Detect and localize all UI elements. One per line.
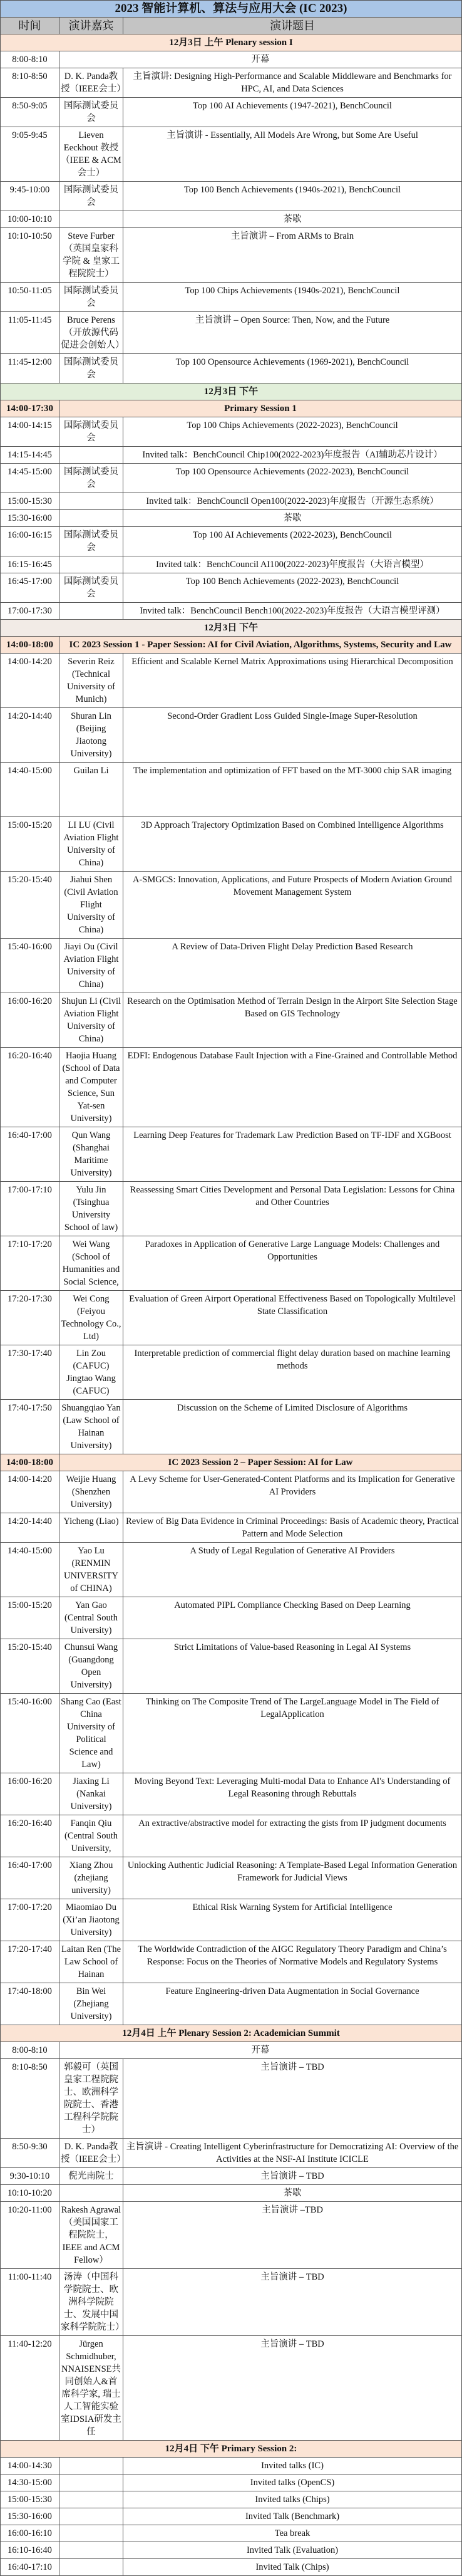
- talk-title-cell: Invited talk：BenchCouncil Chip100(2022-2023)年度报告（AI辅助芯片设计）: [123, 447, 462, 464]
- session-header: [1, 637, 462, 654]
- speaker-cell: [59, 447, 123, 464]
- schedule-row: [1, 51, 462, 68]
- talk-title-cell: Strict Limitations of Value-based Reasoning in Legal AI Systems: [123, 1639, 462, 1694]
- time-cell: 16:40-17:00: [1, 1857, 59, 1899]
- time-cell: 17:00-17:20: [1, 1899, 59, 1941]
- time-cell: 15:00-15:20: [1, 817, 59, 872]
- talk-title-cell: The Worldwide Contradiction of the AIGC Regulatory Theory Paradigm and China’s Response: Focus on the Theories of Normative Models and Regulatory Systems: [123, 1941, 462, 1983]
- talk-title-cell: 主旨演讲 – TBD: [123, 2168, 462, 2185]
- speaker-cell: Bin Wei (Zhejiang University): [59, 1983, 123, 2025]
- speaker-cell: Miaomiao Du (Xi’an Jiaotong University): [59, 1899, 123, 1941]
- schedule-row: [1, 283, 462, 312]
- talk-title-cell: An extractive/abstractive model for extracting the gists from IP judgment documents: [123, 1815, 462, 1857]
- time-cell: 16:00-16:20: [1, 1773, 59, 1815]
- speaker-cell: Yulu Jin (Tsinghua University School of law): [59, 1182, 123, 1236]
- time-cell: 14:20-14:40: [1, 1513, 59, 1543]
- session-header: [1, 1454, 462, 1471]
- talk-title-cell: Top 100 Bench Achievements (2022-2023), BenchCouncil: [123, 573, 462, 603]
- schedule-row: [1, 510, 462, 527]
- talk-title-cell: 主旨演讲 –TBD: [123, 2202, 462, 2269]
- time-cell: 9:05-9:45: [1, 127, 59, 182]
- time-cell: 16:00-16:10: [1, 2525, 59, 2542]
- schedule-row: [1, 1983, 462, 2025]
- talk-title-cell: Review of Big Data Evidence in Criminal Proceedings: Basis of Academic theory, Practical Pattern and Mode Selection: [123, 1513, 462, 1543]
- time-cell: 16:10-16:40: [1, 2542, 59, 2559]
- day-section-header: [1, 2441, 462, 2458]
- schedule-row: [1, 2491, 462, 2508]
- time-cell: 15:40-16:00: [1, 1694, 59, 1773]
- time-cell: 8:10-8:50: [1, 2059, 59, 2139]
- schedule-row: [1, 1597, 462, 1639]
- schedule-row: [1, 1291, 462, 1345]
- schedule-row: [1, 2336, 462, 2441]
- speaker-cell: Bruce Perens（开放源代码促进会创始人）: [59, 312, 123, 354]
- talk-title-cell: Thinking on The Composite Trend of The LargeLanguage Model in The Field of LegalApplication: [123, 1694, 462, 1773]
- talk-title-cell: Top 100 Opensource Achievements (1969-2021), BenchCouncil: [123, 354, 462, 383]
- time-cell: 15:00-15:30: [1, 2491, 59, 2508]
- schedule-row: [1, 817, 462, 872]
- schedule-row: [1, 763, 462, 817]
- schedule-row: [1, 1182, 462, 1236]
- time-cell: 17:10-17:20: [1, 1236, 59, 1291]
- speaker-cell: Xiang Zhou (zhejiang university): [59, 1857, 123, 1899]
- talk-title-cell: Invited talk：BenchCouncil AI100(2022-2023)年度报告（大语言模型）: [123, 556, 462, 573]
- speaker-cell: Wei Cong (Feiyou Technology Co., Ltd): [59, 1291, 123, 1345]
- schedule-row: [1, 464, 462, 493]
- speaker-cell: 国际测试委员会: [59, 464, 123, 493]
- schedule-row: [1, 2185, 462, 2202]
- talk-title-cell: Evaluation of Green Airport Operational Effectiveness Based on Topologically Multilevel State Classification: [123, 1291, 462, 1345]
- time-cell: 16:00-16:15: [1, 527, 59, 556]
- schedule-row: [1, 1543, 462, 1597]
- speaker-cell: 国际测试委员会: [59, 354, 123, 383]
- talk-title-cell: A Review of Data-Driven Flight Delay Prediction Based Research: [123, 939, 462, 993]
- schedule-row: [1, 1127, 462, 1182]
- speaker-cell: 倪光南院士: [59, 2168, 123, 2185]
- talk-title-cell: Ethical Risk Warning System for Artificial Intelligence: [123, 1899, 462, 1941]
- speaker-cell: [59, 2508, 123, 2525]
- talk-title-cell: Invited Talk (Benchmark): [123, 2508, 462, 2525]
- time-cell: 8:10-8:50: [1, 68, 59, 98]
- schedule-row: [1, 98, 462, 127]
- session-time: 14:00-17:30: [1, 400, 59, 417]
- schedule-row: [1, 2139, 462, 2168]
- schedule-row: [1, 1639, 462, 1694]
- speaker-cell: D. K. Panda教授（IEEE会士）: [59, 68, 123, 98]
- talk-title-cell: Invited talks (OpenCS): [123, 2474, 462, 2491]
- schedule-row: [1, 417, 462, 447]
- schedule-row: [1, 2508, 462, 2525]
- schedule-row: [1, 2042, 462, 2059]
- talk-title-cell: 主旨演讲 – Open Source: Then, Now, and the Future: [123, 312, 462, 354]
- time-cell: 17:40-17:50: [1, 1400, 59, 1454]
- schedule-row: [1, 708, 462, 763]
- talk-title-cell: Top 100 Bench Achievements (1940s-2021), BenchCouncil: [123, 182, 462, 211]
- time-cell: 11:45-12:00: [1, 354, 59, 383]
- speaker-cell: Yan Gao (Central South University): [59, 1597, 123, 1639]
- session-time: 14:00-18:00: [1, 1454, 59, 1471]
- time-cell: 17:20-17:30: [1, 1291, 59, 1345]
- session-header: [1, 400, 462, 417]
- section-title: 12月3日 上午 Plenary session I: [1, 34, 462, 51]
- schedule-row: [1, 939, 462, 993]
- schedule-row: [1, 993, 462, 1048]
- speaker-cell: 国际测试委员会: [59, 98, 123, 127]
- talk-title-cell: Efficient and Scalable Kernel Matrix Approximations using Hierarchical Decomposition: [123, 654, 462, 708]
- time-cell: 14:15-14:45: [1, 447, 59, 464]
- time-cell: 8:50-9:05: [1, 98, 59, 127]
- speaker-cell: [59, 2525, 123, 2542]
- schedule-row: [1, 211, 462, 228]
- talk-title-cell: Unlocking Authentic Judicial Reasoning: A Template-Based Legal Information Generation Framework for Judicial Views: [123, 1857, 462, 1899]
- time-cell: 14:20-14:40: [1, 708, 59, 763]
- schedule-row: [1, 1513, 462, 1543]
- time-cell: 16:20-16:40: [1, 1048, 59, 1127]
- time-cell: 9:45-10:00: [1, 182, 59, 211]
- time-cell: 14:45-15:00: [1, 464, 59, 493]
- speaker-cell: Qun Wang (Shanghai Maritime University): [59, 1127, 123, 1182]
- talk-title-cell: 3D Approach Trajectory Optimization Based on Combined Intelligence Algorithms: [123, 817, 462, 872]
- schedule-row: [1, 654, 462, 708]
- time-cell: 15:00-15:30: [1, 493, 59, 510]
- talk-title-cell: Feature Engineering-driven Data Augmentation in Social Governance: [123, 1983, 462, 2025]
- talk-title-cell: 主旨演讲 – TBD: [123, 2059, 462, 2139]
- header-speaker: 演讲嘉宾: [59, 18, 123, 34]
- talk-title-cell: Invited talk：BenchCouncil Bench100(2022-2023)年度报告（大语言模型评测）: [123, 603, 462, 620]
- speaker-cell: [59, 2474, 123, 2491]
- time-cell: 14:40-15:00: [1, 1543, 59, 1597]
- section-title: 12月3日 下午: [1, 620, 462, 637]
- session-time: 14:00-18:00: [1, 637, 59, 654]
- schedule-row: [1, 2202, 462, 2269]
- schedule-row: [1, 1400, 462, 1454]
- speaker-cell: Yao Lu (RENMIN UNIVERSITY of CHINA): [59, 1543, 123, 1597]
- talk-title-cell: Learning Deep Features for Trademark Law Prediction Based on TF-IDF and XGBoost: [123, 1127, 462, 1182]
- session-title: IC 2023 Session 2 – Paper Session: AI for Law: [59, 1454, 462, 1471]
- speaker-cell: 国际测试委员会: [59, 182, 123, 211]
- speaker-cell: Jürgen Schmidhuber, NNAISENSE共同创始人&首席科学家, 瑞士人工智能实验室IDSIA研发主任: [59, 2336, 123, 2441]
- speaker-cell: Shang Cao (East China University of Political Science and Law): [59, 1694, 123, 1773]
- speaker-cell: [59, 603, 123, 620]
- time-cell: 14:00-14:20: [1, 654, 59, 708]
- speaker-cell: Lieven Eeckhout 教授（IEEE & ACM会士）: [59, 127, 123, 182]
- time-cell: 16:40-17:00: [1, 1127, 59, 1182]
- speaker-cell: [59, 556, 123, 573]
- talk-title-cell: Top 100 Opensource Achievements (2022-2023), BenchCouncil: [123, 464, 462, 493]
- speaker-cell: [59, 2491, 123, 2508]
- speaker-cell: Fanqin Qiu (Central South University,: [59, 1815, 123, 1857]
- talk-title-cell: 主旨演讲 – TBD: [123, 2336, 462, 2441]
- speaker-cell: Jiahui Shen (Civil Aviation Flight University of China): [59, 872, 123, 939]
- speaker-cell: [59, 2559, 123, 2576]
- page-title: 2023 智能计算机、算法与应用大会 (IC 2023): [1, 1, 462, 18]
- time-cell: 10:10-10:20: [1, 2185, 59, 2202]
- time-cell: 9:30-10:10: [1, 2168, 59, 2185]
- schedule-row: [1, 68, 462, 98]
- header-row: [1, 18, 462, 34]
- event-cell: 开幕: [59, 51, 462, 68]
- schedule-row: [1, 2168, 462, 2185]
- header-topic: 演讲题目: [123, 18, 462, 34]
- talk-title-cell: 茶歇: [123, 211, 462, 228]
- schedule-row: [1, 2269, 462, 2336]
- section-title: 12月4日 上午 Plenary Session 2: Academician Summit: [1, 2025, 462, 2042]
- time-cell: 16:40-17:10: [1, 2559, 59, 2576]
- schedule-row: [1, 1471, 462, 1513]
- schedule-row: [1, 1899, 462, 1941]
- talk-title-cell: Invited Talk (Chips): [123, 2559, 462, 2576]
- time-cell: 8:00-8:10: [1, 2042, 59, 2059]
- talk-title-cell: Interpretable prediction of commercial flight delay duration based on machine learning methods: [123, 1345, 462, 1400]
- talk-title-cell: Discussion on the Scheme of Limited Disclosure of Algorithms: [123, 1400, 462, 1454]
- speaker-cell: Shujun Li (Civil Aviation Flight University of China): [59, 993, 123, 1048]
- time-cell: 17:40-18:00: [1, 1983, 59, 2025]
- day-section-header: [1, 620, 462, 637]
- time-cell: 10:50-11:05: [1, 283, 59, 312]
- schedule-row: [1, 2458, 462, 2474]
- speaker-cell: Rakesh Agrawal（美国国家工程院院士，IEEE and ACM Fellow）: [59, 2202, 123, 2269]
- session-title: IC 2023 Session 1 - Paper Session: AI for Civil Aviation, Algorithms, Systems, Security and Law: [59, 637, 462, 654]
- talk-title-cell: Automated PIPL Compliance Checking Based on Deep Learning: [123, 1597, 462, 1639]
- speaker-cell: [59, 2542, 123, 2559]
- speaker-cell: Chunsui Wang (Guangdong Open University): [59, 1639, 123, 1694]
- talk-title-cell: EDFI: Endogenous Database Fault Injection with a Fine-Grained and Controllable Method: [123, 1048, 462, 1127]
- talk-title-cell: Invited Talk (Evaluation): [123, 2542, 462, 2559]
- speaker-cell: Shuran Lin (Beijing Jiaotong University): [59, 708, 123, 763]
- schedule-row: [1, 228, 462, 283]
- schedule-row: [1, 1345, 462, 1400]
- talk-title-cell: A-SMGCS: Innovation, Applications, and Future Prospects of Modern Aviation Ground Movement Management System: [123, 872, 462, 939]
- time-cell: 14:00-14:15: [1, 417, 59, 447]
- talk-title-cell: 主旨演讲 – From ARMs to Brain: [123, 228, 462, 283]
- schedule-row: [1, 182, 462, 211]
- time-cell: 10:20-11:00: [1, 2202, 59, 2269]
- time-cell: 15:20-15:40: [1, 872, 59, 939]
- schedule-row: [1, 1857, 462, 1899]
- speaker-cell: Guilan Li: [59, 763, 123, 817]
- schedule-row: [1, 1941, 462, 1983]
- talk-title-cell: A Levy Scheme for User-Generated-Content Platforms and its Implication for Generative AI Providers: [123, 1471, 462, 1513]
- time-cell: 14:00-14:20: [1, 1471, 59, 1513]
- speaker-cell: [59, 211, 123, 228]
- speaker-cell: Haojia Huang (School of Data and Computer Science, Sun Yat-sen University): [59, 1048, 123, 1127]
- schedule-row: [1, 1773, 462, 1815]
- section-title: 12月3日 下午: [1, 383, 462, 400]
- day-section-header: [1, 2025, 462, 2042]
- time-cell: 15:40-16:00: [1, 939, 59, 993]
- talk-title-cell: Top 100 AI Achievements (1947-2021), BenchCouncil: [123, 98, 462, 127]
- speaker-cell: Steve Furber（英国皇家科学院 & 皇家工程院院士）: [59, 228, 123, 283]
- schedule-row: [1, 2474, 462, 2491]
- schedule-row: [1, 493, 462, 510]
- schedule-row: [1, 872, 462, 939]
- time-cell: 16:45-17:00: [1, 573, 59, 603]
- header-time: 时间: [1, 18, 59, 34]
- time-cell: 17:20-17:40: [1, 1941, 59, 1983]
- schedule-row: [1, 2559, 462, 2576]
- schedule-row: [1, 603, 462, 620]
- talk-title-cell: 主旨演讲 – TBD: [123, 2269, 462, 2336]
- talk-title-cell: Tea break: [123, 2525, 462, 2542]
- session-title: Primary Session 1: [59, 400, 462, 417]
- time-cell: 15:20-15:40: [1, 1639, 59, 1694]
- time-cell: 16:20-16:40: [1, 1815, 59, 1857]
- talk-title-cell: A Study of Legal Regulation of Generative AI Providers: [123, 1543, 462, 1597]
- schedule-row: [1, 312, 462, 354]
- speaker-cell: Shuangqiao Yan (Law School of Hainan University): [59, 1400, 123, 1454]
- time-cell: 10:10-10:50: [1, 228, 59, 283]
- speaker-cell: Weijie Huang (Shenzhen University): [59, 1471, 123, 1513]
- talk-title-cell: Second-Order Gradient Loss Guided Single-Image Super-Resolution: [123, 708, 462, 763]
- talk-title-cell: Invited talk：BenchCouncil Open100(2022-2023)年度报告（开源生态系统）: [123, 493, 462, 510]
- talk-title-cell: 主旨演讲 - Essentially, All Models Are Wrong, but Some Are Useful: [123, 127, 462, 182]
- time-cell: 8:50-9:30: [1, 2139, 59, 2168]
- event-cell: 开幕: [59, 2042, 462, 2059]
- talk-title-cell: 主旨演讲: Designing High-Performance and Scalable Middleware and Benchmarks for HPC, AI, and Data Sciences: [123, 68, 462, 98]
- speaker-cell: LI LU (Civil Aviation Flight University of China): [59, 817, 123, 872]
- schedule-row: [1, 2525, 462, 2542]
- time-cell: 16:15-16:45: [1, 556, 59, 573]
- talk-title-cell: The implementation and optimization of FFT based on the MT-3000 chip SAR imaging: [123, 763, 462, 817]
- talk-title-cell: Moving Beyond Text: Leveraging Multi-modal Data to Enhance AI's Understanding of Legal Reasoning through Rebuttals: [123, 1773, 462, 1815]
- talk-title-cell: Top 100 AI Achievements (2022-2023), BenchCouncil: [123, 527, 462, 556]
- schedule-row: [1, 2542, 462, 2559]
- time-cell: 14:40-15:00: [1, 763, 59, 817]
- section-title: 12月4日 下午 Primary Session 2:: [1, 2441, 462, 2458]
- schedule-row: [1, 573, 462, 603]
- time-cell: 16:00-16:20: [1, 993, 59, 1048]
- speaker-cell: 国际测试委员会: [59, 283, 123, 312]
- speaker-cell: 国际测试委员会: [59, 417, 123, 447]
- time-cell: 11:40-12:20: [1, 2336, 59, 2441]
- schedule-row: [1, 1694, 462, 1773]
- talk-title-cell: 茶歇: [123, 2185, 462, 2202]
- time-cell: 17:00-17:30: [1, 603, 59, 620]
- schedule-row: [1, 556, 462, 573]
- speaker-cell: 汤涛（中国科学院院士、欧洲科学院院士、发展中国家科学院院士）: [59, 2269, 123, 2336]
- day-section-header: [1, 383, 462, 400]
- speaker-cell: Yicheng (Liao): [59, 1513, 123, 1543]
- speaker-cell: [59, 2458, 123, 2474]
- talk-title-cell: Top 100 Chips Achievements (1940s-2021), BenchCouncil: [123, 283, 462, 312]
- talk-title-cell: Top 100 Chips Achievements (2022-2023), BenchCouncil: [123, 417, 462, 447]
- schedule-row: [1, 1815, 462, 1857]
- schedule-row: [1, 1048, 462, 1127]
- speaker-cell: Jiaxing Li (Nankai University): [59, 1773, 123, 1815]
- speaker-cell: 郭毅可（英国皇家工程院院士、欧洲科学院院士、香港工程科学院院士）: [59, 2059, 123, 2139]
- schedule-row: [1, 2059, 462, 2139]
- speaker-cell: Laitan Ren (The Law School of Hainan: [59, 1941, 123, 1983]
- speaker-cell: 国际测试委员会: [59, 527, 123, 556]
- time-cell: 8:00-8:10: [1, 51, 59, 68]
- time-cell: 14:30-15:00: [1, 2474, 59, 2491]
- time-cell: 11:05-11:45: [1, 312, 59, 354]
- title-row: [1, 1, 462, 18]
- speaker-cell: Severin Reiz (Technical University of Munich): [59, 654, 123, 708]
- schedule-row: [1, 447, 462, 464]
- speaker-cell: 国际测试委员会: [59, 573, 123, 603]
- time-cell: 10:00-10:10: [1, 211, 59, 228]
- speaker-cell: Lin Zou (CAFUC) Jingtao Wang (CAFUC): [59, 1345, 123, 1400]
- time-cell: 17:30-17:40: [1, 1345, 59, 1400]
- speaker-cell: D. K. Panda教授（IEEE会士）: [59, 2139, 123, 2168]
- time-cell: 15:00-15:20: [1, 1597, 59, 1639]
- speaker-cell: [59, 493, 123, 510]
- talk-title-cell: 茶歇: [123, 510, 462, 527]
- time-cell: 11:00-11:40: [1, 2269, 59, 2336]
- talk-title-cell: Reassessing Smart Cities Development and Personal Data Legislation: Lessons for China and Other Countries: [123, 1182, 462, 1236]
- talk-title-cell: Research on the Optimisation Method of Terrain Design in the Airport Site Selection Stage Based on GIS Technology: [123, 993, 462, 1048]
- speaker-cell: [59, 510, 123, 527]
- time-cell: 14:00-14:30: [1, 2458, 59, 2474]
- speaker-cell: Wei Wang (School of Humanities and Social Science,: [59, 1236, 123, 1291]
- schedule-row: [1, 127, 462, 182]
- schedule-row: [1, 354, 462, 383]
- schedule-row: [1, 527, 462, 556]
- time-cell: 17:00-17:10: [1, 1182, 59, 1236]
- schedule-row: [1, 1236, 462, 1291]
- talk-title-cell: 主旨演讲 - Creating Intelligent Cyberinfrastructure for Democratizing AI: Overview of the Activities at the NSF-AI Institute ICICLE: [123, 2139, 462, 2168]
- talk-title-cell: Paradoxes in Application of Generative Large Language Models: Challenges and Opportunities: [123, 1236, 462, 1291]
- day-section-header: [1, 34, 462, 51]
- speaker-cell: [59, 2185, 123, 2202]
- talk-title-cell: Invited talks (IC): [123, 2458, 462, 2474]
- talk-title-cell: Invited talks (Chips): [123, 2491, 462, 2508]
- speaker-cell: Jiayi Ou (Civil Aviation Flight University of China): [59, 939, 123, 993]
- time-cell: 15:30-16:00: [1, 2508, 59, 2525]
- time-cell: 15:30-16:00: [1, 510, 59, 527]
